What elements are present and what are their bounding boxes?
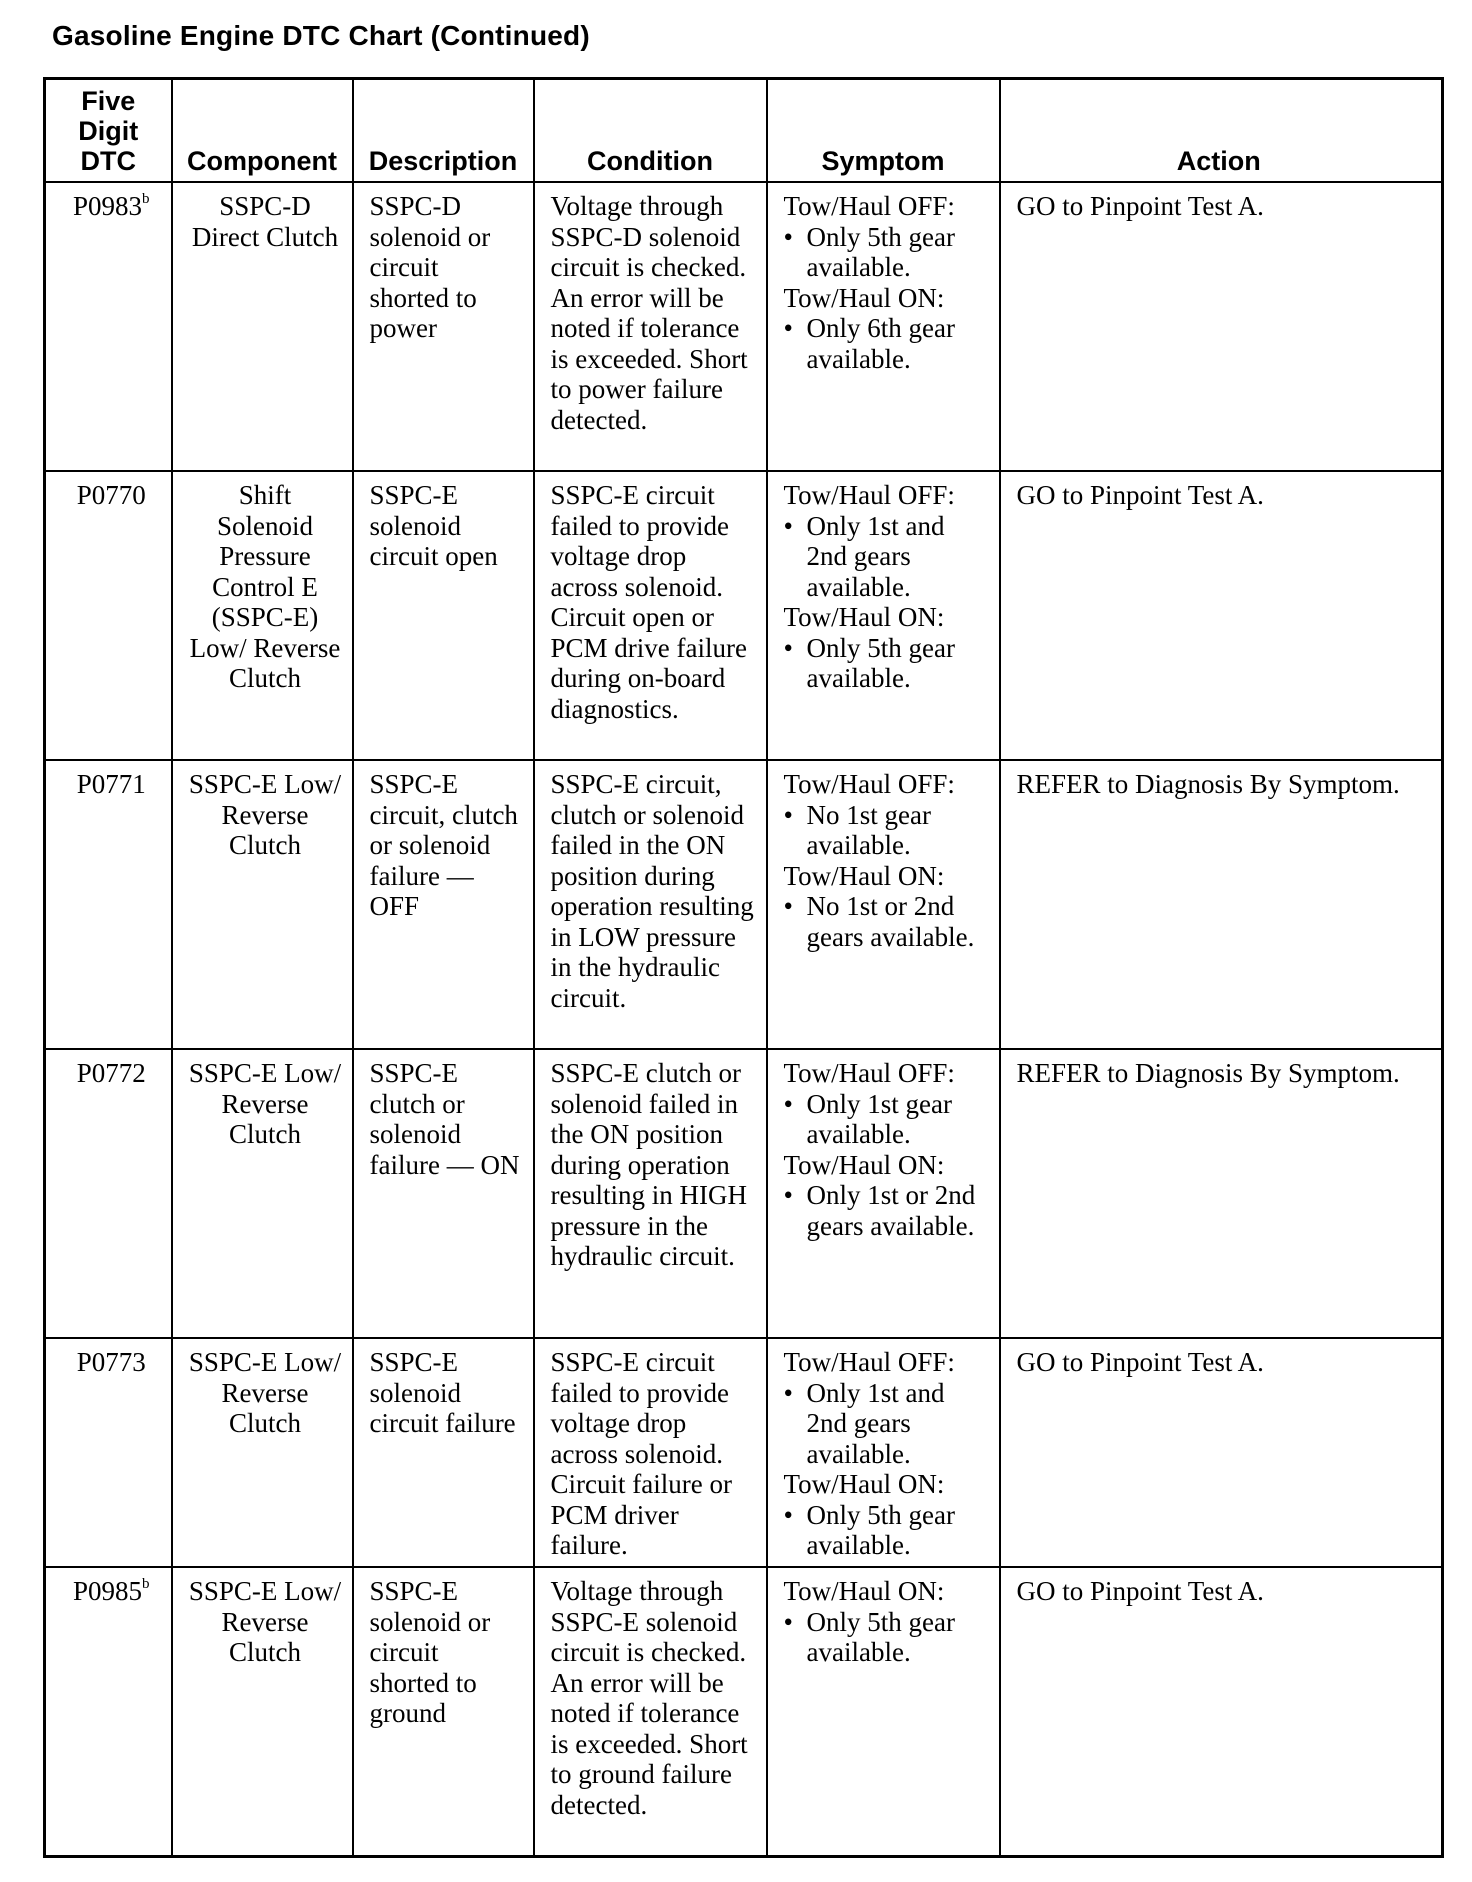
action-cell: REFER to Diagnosis By Symptom. <box>1000 760 1443 1049</box>
dtc-cell <box>45 1338 172 1567</box>
description-cell: SSPC-E solenoid circuit open <box>353 471 534 760</box>
action-cell: GO to Pinpoint Test A. <box>1000 1338 1443 1567</box>
symptom-towhaul-on-label: Tow/Haul ON: <box>783 1149 945 1180</box>
dtc-code: P0773 <box>76 1347 146 1377</box>
symptom-bullet: • Only 1st or 2nd gears available. <box>783 1180 976 1241</box>
symptom-bullet: • Only 5th gear available. <box>783 221 955 282</box>
symptom-bullet: • Only 5th gear available. <box>783 632 955 693</box>
table-row <box>45 182 1443 471</box>
symptom-cell <box>767 1338 1000 1567</box>
action-cell: GO to Pinpoint Test A. <box>1000 471 1443 760</box>
symptom-bullet: • Only 1st and 2nd gears available. <box>783 510 945 602</box>
symptom-item: Only 5th gear available. <box>806 221 955 282</box>
symptom-item: Only 1st or 2nd gears available. <box>806 1180 976 1241</box>
header-symptom: Symptom <box>767 79 1000 183</box>
condition-cell: Voltage through SSPC-D solenoid circuit is checked. An error will be noted if tolerance is exceeded. Short to power failure detected. <box>534 182 767 471</box>
symptom-towhaul-off-label: Tow/Haul OFF: <box>783 769 955 799</box>
dtc-cell <box>45 1049 172 1338</box>
header-action: Action <box>1000 79 1443 183</box>
condition-cell: Voltage through SSPC-E solenoid circuit is checked. An error will be noted if tolerance is exceeded. Short to ground failure detected. <box>534 1567 767 1856</box>
dtc-code: P0983 <box>72 191 143 221</box>
symptom-bullet: • Only 6th gear available. <box>783 313 955 374</box>
description-cell: SSPC-E clutch or solenoid failure — ON <box>353 1049 534 1338</box>
symptom-item: Only 5th gear available. <box>806 1499 955 1560</box>
symptom-item: Only 1st and 2nd gears available. <box>806 510 945 602</box>
symptom-bullet: • Only 1st and 2nd gears available. <box>783 1377 945 1469</box>
component-cell: SSPC-E Low/ Reverse Clutch <box>172 1049 353 1338</box>
table-row <box>45 1338 1443 1567</box>
header-row <box>45 79 1443 183</box>
dtc-footnote: b <box>142 191 150 207</box>
symptom-item: Only 5th gear available. <box>806 1606 955 1667</box>
description-cell: SSPC-E circuit, clutch or solenoid failure — OFF <box>353 760 534 1049</box>
symptom-item: No 1st gear available. <box>806 799 931 860</box>
symptom-bullet: • Only 5th gear available. <box>783 1499 955 1560</box>
component-cell: SSPC-D Direct Clutch <box>172 182 353 471</box>
header-dtc-line3: DTC <box>80 146 136 176</box>
description-cell: SSPC-D solenoid or circuit shorted to power <box>353 182 534 471</box>
component-cell: Shift Solenoid Pressure Control E (SSPC-E) Low/ Reverse Clutch <box>172 471 353 760</box>
action-cell: REFER to Diagnosis By Symptom. <box>1000 1049 1443 1338</box>
dtc-cell <box>45 471 172 760</box>
action-cell: GO to Pinpoint Test A. <box>1000 182 1443 471</box>
symptom-towhaul-off-label: Tow/Haul OFF: <box>783 191 955 221</box>
dtc-code: P0772 <box>76 1058 146 1088</box>
dtc-code: P0985 <box>72 1576 143 1606</box>
header-dtc-line2: Digit <box>78 116 139 146</box>
header-condition: Condition <box>534 79 767 183</box>
symptom-towhaul-on-label: Tow/Haul ON: <box>783 602 945 632</box>
table-row <box>45 1567 1443 1856</box>
symptom-cell <box>767 1049 1000 1338</box>
symptom-towhaul-off-label: Tow/Haul OFF: <box>783 1058 955 1088</box>
symptom-towhaul-on-label: Tow/Haul ON: <box>783 1469 945 1499</box>
header-dtc <box>45 79 172 183</box>
symptom-towhaul-off-label: Tow/Haul OFF: <box>783 480 955 510</box>
component-cell: SSPC-E Low/ Reverse Clutch <box>172 1567 353 1856</box>
symptom-bullet: • No 1st gear available. <box>783 799 931 860</box>
component-cell: SSPC-E Low/ Reverse Clutch <box>172 1338 353 1567</box>
symptom-item: Only 1st and 2nd gears available. <box>806 1377 945 1469</box>
condition-cell: SSPC-E circuit, clutch or solenoid failed in the ON position during operation resulting in LOW pressure in the hydraulic circuit. <box>534 760 767 1049</box>
dtc-cell <box>45 182 172 471</box>
dtc-table <box>43 77 1444 1858</box>
symptom-cell <box>767 1567 1000 1856</box>
symptom-cell <box>767 182 1000 471</box>
dtc-code: P0771 <box>76 769 146 799</box>
description-cell: SSPC-E solenoid or circuit shorted to ground <box>353 1567 534 1856</box>
page-title: Gasoline Engine DTC Chart (Continued) <box>52 20 590 51</box>
dtc-cell <box>45 760 172 1049</box>
symptom-bullet: • Only 1st gear available. <box>783 1088 952 1149</box>
symptom-towhaul-on-label: Tow/Haul ON: <box>783 1576 945 1606</box>
action-cell: GO to Pinpoint Test A. <box>1000 1567 1443 1856</box>
header-description: Description <box>353 79 534 183</box>
header-dtc-line1: Five <box>81 86 136 116</box>
symptom-item: Only 6th gear available. <box>806 313 955 374</box>
symptom-towhaul-off-label: Tow/Haul OFF: <box>783 1347 955 1377</box>
description-cell: SSPC-E solenoid circuit failure <box>353 1338 534 1567</box>
symptom-cell <box>767 471 1000 760</box>
symptom-cell <box>767 760 1000 1049</box>
symptom-bullet: • No 1st or 2nd gears available. <box>783 891 975 952</box>
table-row <box>45 1049 1443 1338</box>
condition-cell: SSPC-E circuit failed to provide voltage drop across solenoid. Circuit open or PCM drive failure during on-board diagnostics. <box>534 471 767 760</box>
dtc-code: P0770 <box>76 480 146 510</box>
symptom-towhaul-on-label: Tow/Haul ON: <box>783 860 945 891</box>
symptom-item: Only 5th gear available. <box>806 632 955 693</box>
symptom-item: No 1st or 2nd gears available. <box>806 891 975 952</box>
condition-cell: SSPC-E clutch or solenoid failed in the ON position during operation resulting in HIGH pressure in the hydraulic circuit. <box>534 1049 767 1338</box>
symptom-item: Only 1st gear available. <box>806 1088 952 1149</box>
header-component: Component <box>172 79 353 183</box>
table-row <box>45 471 1443 760</box>
dtc-cell <box>45 1567 172 1856</box>
component-cell: SSPC-E Low/ Reverse Clutch <box>172 760 353 1049</box>
condition-cell: SSPC-E circuit failed to provide voltage drop across solenoid. Circuit failure or PCM driver failure. <box>534 1338 767 1567</box>
symptom-bullet: • Only 5th gear available. <box>783 1606 955 1667</box>
dtc-footnote: b <box>142 1576 150 1592</box>
symptom-towhaul-on-label: Tow/Haul ON: <box>783 282 945 313</box>
table-row <box>45 760 1443 1049</box>
